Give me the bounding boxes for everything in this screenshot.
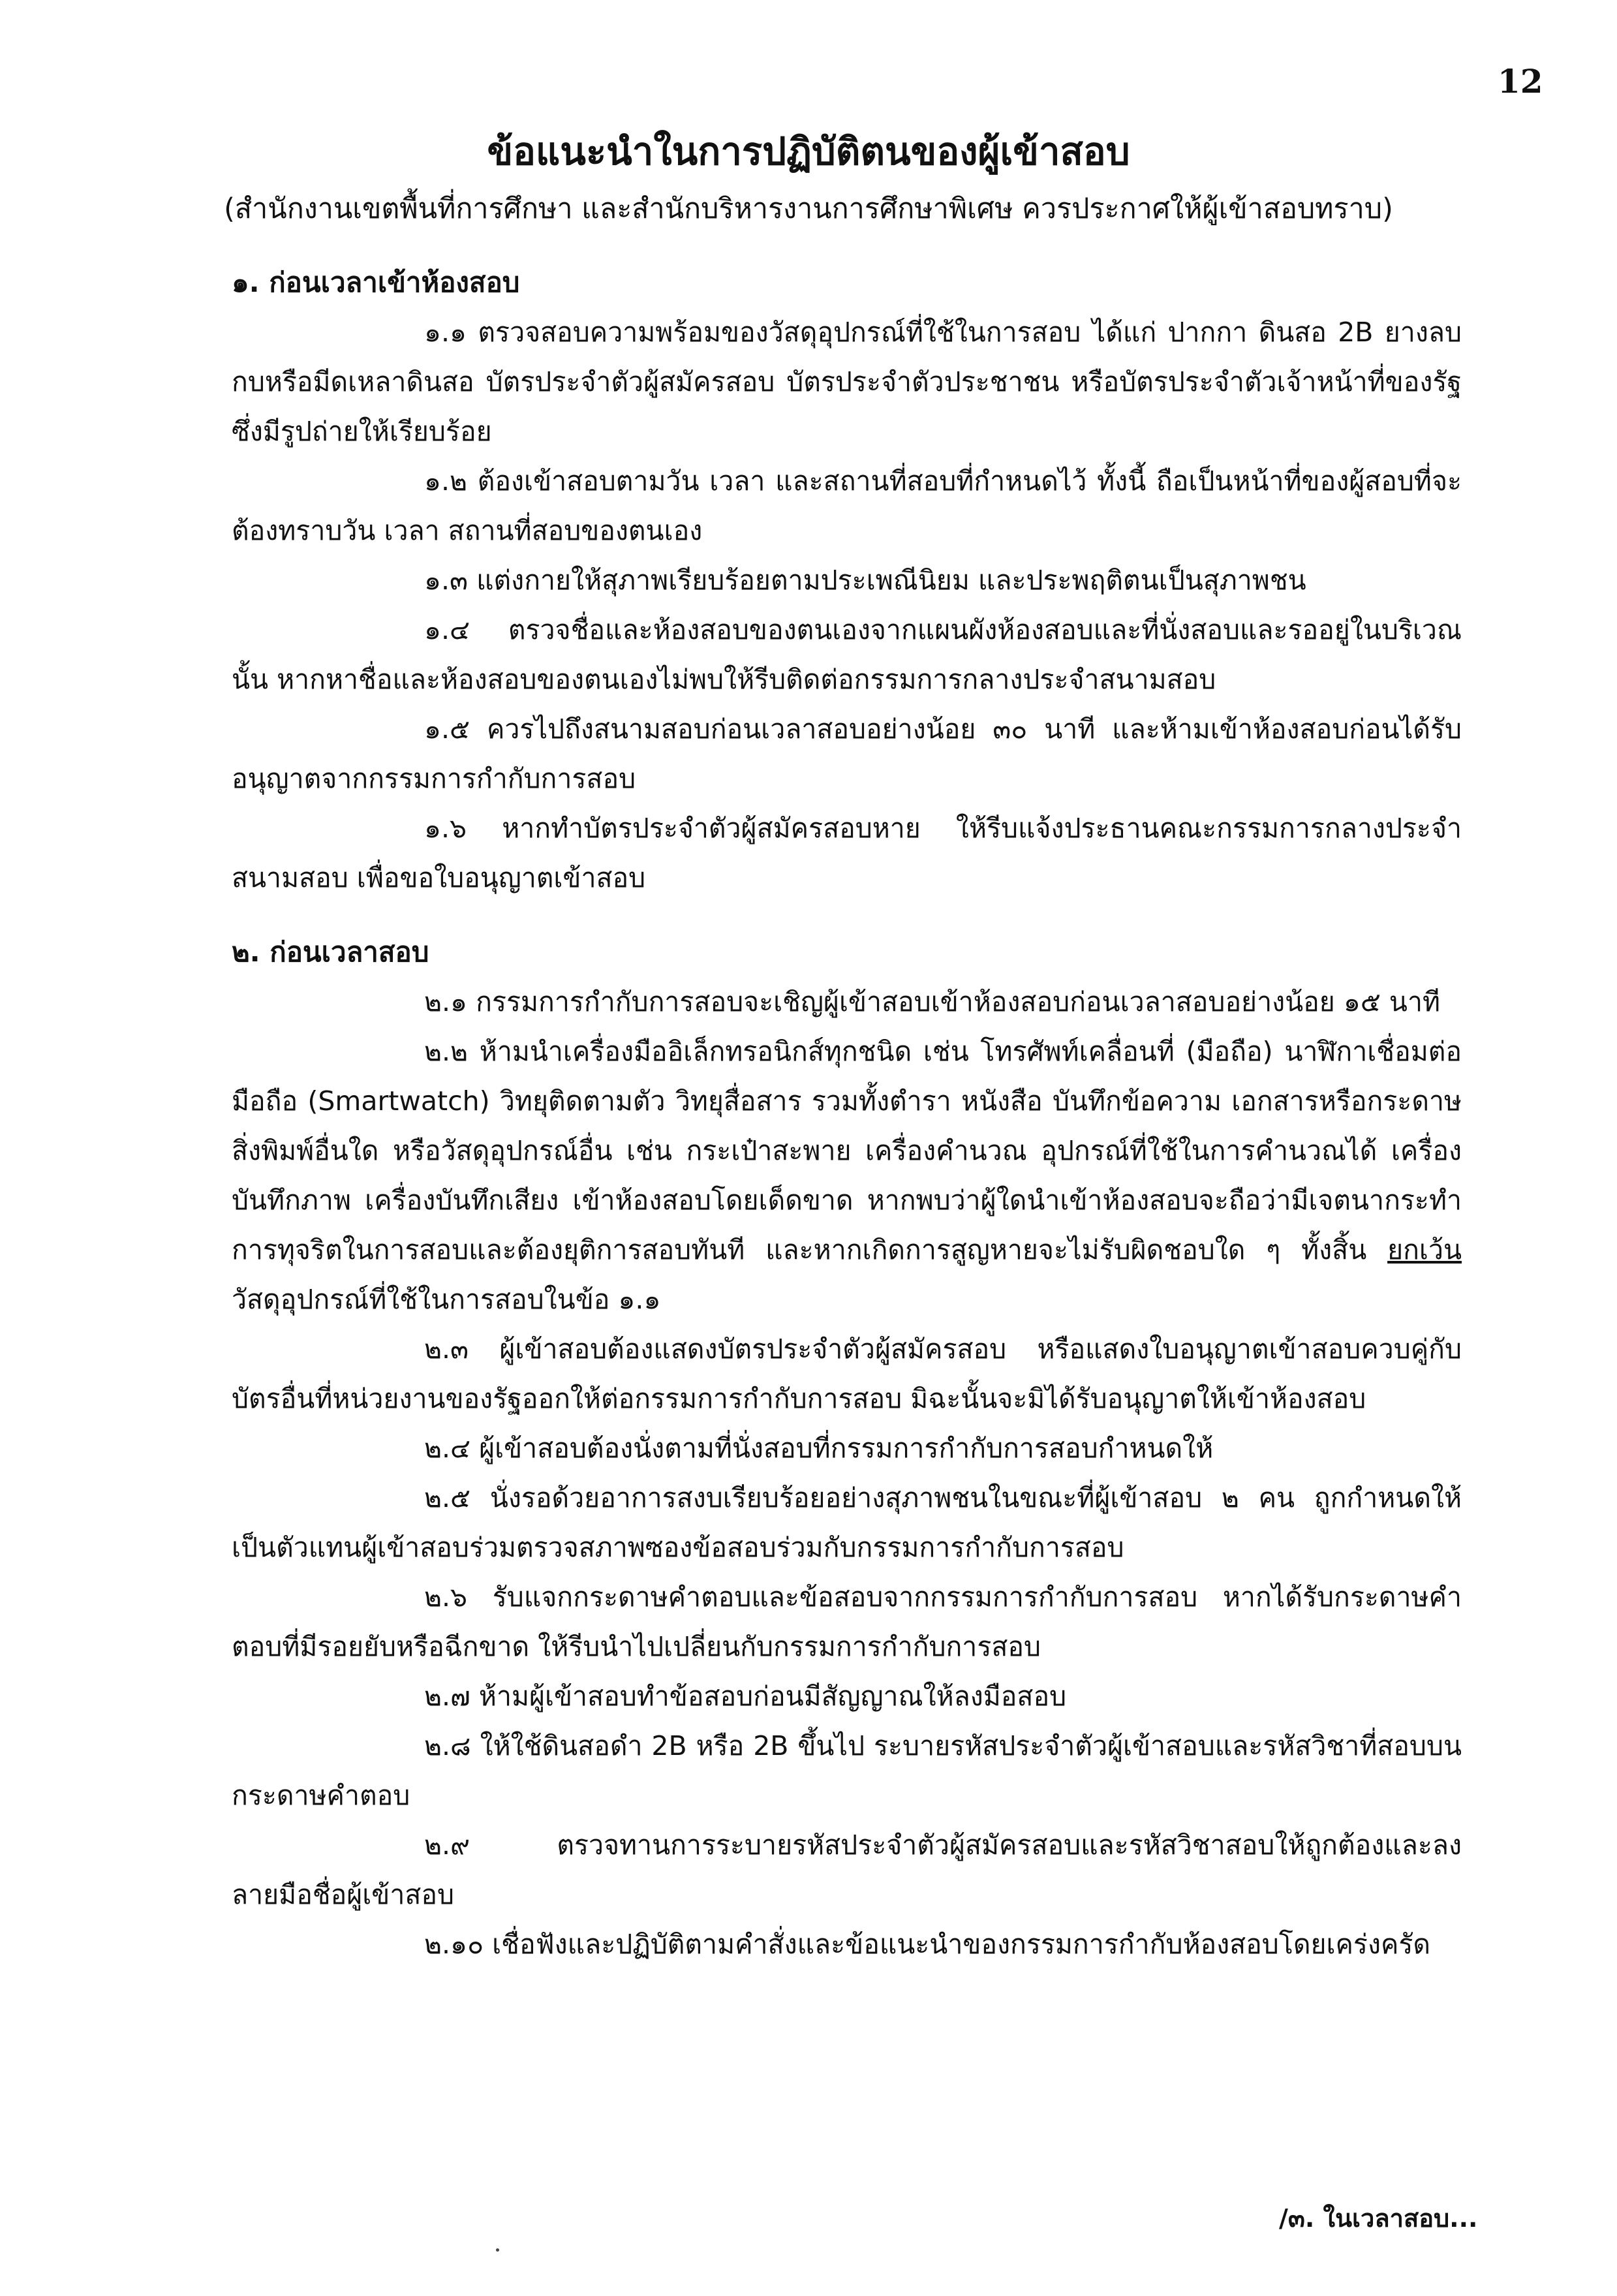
instruction-item: ๒.๑ กรรมการกำกับการสอบจะเชิญผู้เข้าสอบเข้าห้องสอบก่อนเวลาสอบอย่างน้อย ๑๕ นาที [424, 986, 1440, 1017]
instruction-item: ๒.๖ รับแจกกระดาษคำตอบและข้อสอบจากกรรมการกำกับการสอบ หากได้รับกระดาษคำตอบที่มีรอยยับหรือฉีกขาด ให้รีบนำไปเปลี่ยนกับกรรมการกำกับการสอบ [232, 1581, 1462, 1662]
instruction-item: ๒.๔ ผู้เข้าสอบต้องนั่งตามที่นั่งสอบที่กรรมการกำกับการสอบกำหนดให้ [424, 1433, 1214, 1464]
instruction-text: วัสดุอุปกรณ์ที่ใช้ในการสอบในข้อ ๑.๑ [232, 1284, 661, 1315]
instruction-item: ๑.๔ ตรวจชื่อและห้องสอบของตนเองจากแผนผังห้องสอบและที่นั่งสอบและรออยู่ในบริเวณนั้น หากหาชื่อและห้องสอบของตนเองไม่พบให้รีบติดต่อกรรมการกลางประจำสนามสอบ [232, 614, 1462, 695]
underlined-exception: ยกเว้น [1387, 1234, 1462, 1265]
instruction-item: ๒.๗ ห้ามผู้เข้าสอบทำข้อสอบก่อนมีสัญญาณให้ลงมือสอบ [424, 1681, 1067, 1712]
instruction-item: ๑.๓ แต่งกายให้สุภาพเรียบร้อยตามประเพณีนิยม และประพฤติตนเป็นสุภาพชน [424, 565, 1306, 596]
instruction-item: ๒.๘ ให้ใช้ดินสอดำ 2B หรือ 2B ขึ้นไป ระบายรหัสประจำตัวผู้เข้าสอบและรหัสวิชาที่สอบบนกระดาษคำตอบ [232, 1730, 1462, 1811]
document-subtitle: (สำนักงานเขตพื้นที่การศึกษา และสำนักบริหารงานการศึกษาพิเศษ ควรประกาศให้ผู้เข้าสอบทราบ) [224, 193, 1393, 225]
instruction-item: ๑.๖ หากทำบัตรประจำตัวผู้สมัครสอบหาย ให้รีบแจ้งประธานคณะกรรมการกลางประจำสนามสอบ เพื่อขอใบอนุญาตเข้าสอบ [232, 813, 1462, 893]
instruction-item: ๒.๕ นั่งรอด้วยอาการสงบเรียบร้อยอย่างสุภาพชนในขณะที่ผู้เข้าสอบ ๒ คน ถูกกำหนดให้เป็นตัวแทนผู้เข้าสอบร่วมตรวจสภาพซองข้อสอบร่วมกับกรรมการกำกับการสอบ [232, 1482, 1462, 1563]
instruction-item: ๒.๑๐ เชื่อฟังและปฏิบัติตามคำสั่งและข้อแนะนำของกรรมการกำกับห้องสอบโดยเคร่งครัด [424, 1929, 1431, 1960]
continued-footer: /๓. ในเวลาสอบ... [1279, 2204, 1478, 2233]
instruction-text: ๒.๒ ห้ามนำเครื่องมืออิเล็กทรอนิกส์ทุกชนิด เช่น โทรศัพท์เคลื่อนที่ (มือถือ) นาฬิกาเชื่อมต่อมือถือ (Smartwatch) วิทยุติดตามตัว วิทยุสื่อสาร รวมทั้งตำรา หนังสือ บันทึกข้อความ เอกสารหรือกระดาษสิ่งพิมพ์อื่นใด หรือวัสดุอุปกรณ์อื่น เช่น กระเป๋าสะพาย เครื่องคำนวณ อุปกรณ์ที่ใช้ในการคำนวณได้ เครื่องบันทึกภาพ เครื่องบันทึกเสียง เข้าห้องสอบโดยเด็ดขาด หากพบว่าผู้ใดนำเข้าห้องสอบจะถือว่ามีเจตนากระทำการทุจริตในการสอบและต้องยุติการสอบทันที และหากเกิดการสูญหายจะไม่รับผิดชอบใด ๆ ทั้งสิ้น [232, 1036, 1462, 1265]
scan-dot [496, 2248, 499, 2252]
instruction-item [232, 1027, 1462, 1324]
instruction-item: ๑.๑ ตรวจสอบความพร้อมของวัสดุอุปกรณ์ที่ใช้ในการสอบ ได้แก่ ปากกา ดินสอ 2B ยางลบ กบหรือมีดเหลาดินสอ บัตรประจำตัวผู้สมัครสอบ บัตรประจำตัวประชาชน หรือบัตรประจำตัวเจ้าหน้าที่ของรัฐ ซึ่งมีรูปถ่ายให้เรียบร้อย [232, 317, 1462, 447]
page-number: 12 [1498, 62, 1543, 101]
instruction-item: ๒.๙ ตรวจทานการระบายรหัสประจำตัวผู้สมัครสอบและรหัสวิชาสอบให้ถูกต้องและลงลายมือชื่อผู้เข้าสอบ [232, 1829, 1462, 1910]
document-title: ข้อแนะนำในการปฏิบัติตนของผู้เข้าสอบ [487, 129, 1130, 174]
section-heading: ๒. ก่อนเวลาสอบ [232, 936, 429, 968]
section-gap [232, 903, 1462, 927]
instruction-item: ๑.๕ ควรไปถึงสนามสอบก่อนเวลาสอบอย่างน้อย ๓๐ นาที และห้ามเข้าห้องสอบก่อนได้รับอนุญาตจากกรรมการกำกับการสอบ [232, 713, 1462, 794]
instruction-item: ๒.๓ ผู้เข้าสอบต้องแสดงบัตรประจำตัวผู้สมัครสอบ หรือแสดงใบอนุญาตเข้าสอบควบคู่กับบัตรอื่นที่หน่วยงานของรัฐออกให้ต่อกรรมการกำกับการสอบ มิฉะนั้นจะมิได้รับอนุญาตให้เข้าห้องสอบ [232, 1333, 1462, 1414]
section-heading: ๑. ก่อนเวลาเข้าห้องสอบ [232, 266, 520, 298]
document-body [232, 258, 1462, 1969]
instruction-item: ๑.๒ ต้องเข้าสอบตามวัน เวลา และสถานที่สอบที่กำหนดไว้ ทั้งนี้ ถือเป็นหน้าที่ของผู้สอบที่จะต้องทราบวัน เวลา สถานที่สอบของตนเอง [232, 465, 1462, 546]
